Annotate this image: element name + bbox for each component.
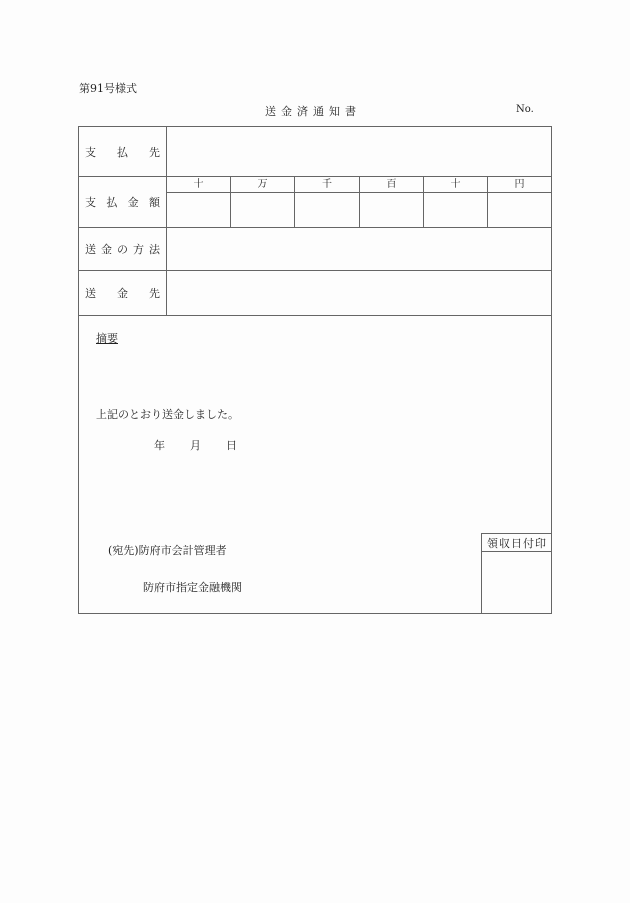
- label-char: 送: [85, 287, 96, 300]
- label-char: 法: [149, 243, 160, 256]
- number-label: No.: [516, 104, 534, 115]
- label-char: 方: [133, 243, 144, 256]
- date-day: 日: [226, 439, 237, 452]
- label-char: 額: [148, 196, 160, 209]
- label-char: の: [117, 243, 128, 256]
- digit-header-ten-thousands: 十: [193, 179, 204, 190]
- digit-field[interactable]: [231, 193, 294, 227]
- digit-header-hundreds: 百: [386, 179, 397, 190]
- label-char: 払: [117, 145, 128, 159]
- label-char: 支: [85, 145, 96, 159]
- label-payee: [79, 127, 166, 176]
- destination-field[interactable]: [167, 271, 551, 315]
- payee-field[interactable]: [167, 127, 551, 176]
- label-char: 払: [106, 196, 118, 209]
- document-title: 送金済通知書: [265, 105, 361, 118]
- label-char: 金: [117, 287, 128, 300]
- label-amount: [79, 177, 166, 227]
- label-char: 金: [101, 243, 112, 256]
- digit-field[interactable]: [424, 193, 487, 227]
- stamp-area: [482, 552, 551, 613]
- label-destination: [79, 271, 166, 315]
- digit-field[interactable]: [295, 193, 359, 227]
- label-char: 支: [85, 196, 96, 209]
- date-month: 月: [190, 439, 201, 452]
- digit-header-man: 万: [257, 179, 268, 190]
- confirmation-text: 上記のとおり送金しました。: [96, 408, 239, 421]
- digit-header-thousands: 千: [322, 179, 332, 190]
- bank-name: 防府市指定金融機関: [143, 581, 242, 594]
- digit-field[interactable]: [488, 193, 551, 227]
- digit-header-tens: 十: [450, 179, 461, 190]
- label-char: 送: [85, 243, 96, 256]
- label-method: [79, 228, 166, 270]
- stamp-label: 領収日付印: [487, 537, 547, 550]
- label-char: 先: [149, 287, 160, 300]
- label-char: 先: [149, 145, 160, 159]
- row-divider: [78, 315, 552, 316]
- addressee: (宛先)防府市会計管理者: [108, 544, 227, 557]
- form-number: 第91号様式: [79, 82, 137, 95]
- digit-field[interactable]: [360, 193, 423, 227]
- summary-label: 摘要: [96, 332, 118, 345]
- digit-field[interactable]: [167, 193, 230, 227]
- label-char: 金: [127, 196, 139, 209]
- method-field[interactable]: [167, 228, 551, 270]
- date-year: 年: [154, 439, 165, 452]
- digit-header-yen: 円: [514, 179, 525, 190]
- stamp-box-top: [481, 533, 552, 534]
